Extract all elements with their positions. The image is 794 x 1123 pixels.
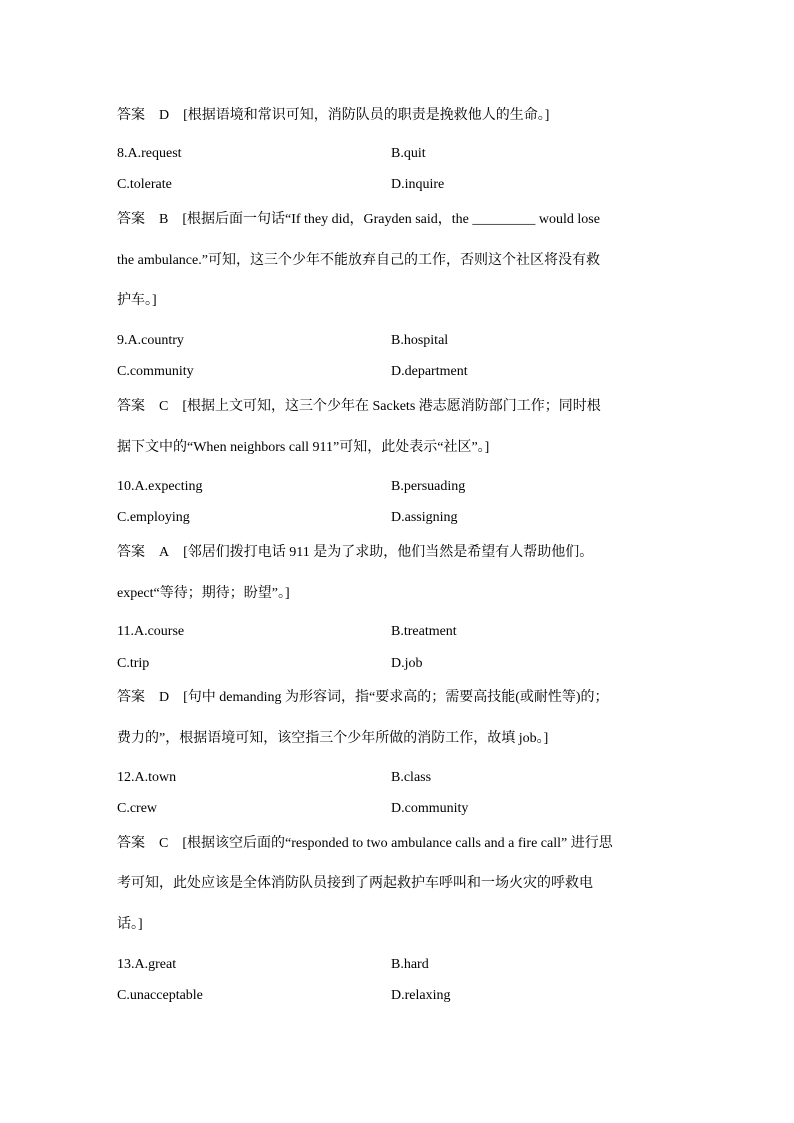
option-a: 12.A.town [117, 770, 177, 785]
option-a: 9.A.country [117, 333, 184, 348]
question-12-row-1 [117, 768, 687, 788]
question-10-row-1 [117, 477, 687, 497]
option-c: C.unacceptable [117, 988, 203, 1003]
answer-12-line-2: 考可知，此处应该是全体消防队员接到了两起救护车呼叫和一场火灾的呼救电 [117, 876, 593, 891]
question-12-row-2 [117, 799, 687, 819]
answer-letter: A [159, 545, 170, 560]
option-c: C.crew [117, 801, 158, 816]
answer-12 [117, 834, 613, 854]
answer-11-line-2: 费力的”，根据语境可知，该空指三个少年所做的消防工作，故填 job。] [117, 731, 549, 746]
option-b: B.quit [391, 146, 426, 161]
answer-letter: B [159, 212, 169, 227]
option-c: C.employing [117, 510, 190, 525]
answer-explanation: [根据后面一句话“If they did，Grayden said，the _________ would lose [182, 212, 600, 227]
option-a: 13.A.great [117, 957, 177, 972]
option-a: 10.A.expecting [117, 479, 203, 494]
option-b: B.persuading [391, 479, 466, 494]
answer-10-line-2: expect“等待；期待；盼望”。] [117, 586, 290, 601]
answer-label: 答案 [117, 690, 145, 705]
option-a: 11.A.course [117, 624, 185, 639]
answer-explanation: [根据上文可知，这三个少年在 Sackets 港志愿消防部门工作；同时根 [182, 399, 601, 414]
question-8-row-2 [117, 175, 687, 195]
answer-11 [117, 688, 609, 708]
option-c: C.community [117, 364, 194, 379]
answer-10 [117, 543, 593, 563]
option-c: C.trip [117, 656, 150, 671]
option-d: D.inquire [391, 177, 445, 192]
option-c: C.tolerate [117, 177, 172, 192]
question-10-row-2 [117, 508, 687, 528]
answer-letter: D [159, 690, 170, 705]
answer-7 [117, 106, 549, 126]
answer-letter: C [159, 836, 169, 851]
option-b: B.hard [391, 957, 429, 972]
option-d: D.relaxing [391, 988, 451, 1003]
answer-letter: C [159, 399, 169, 414]
answer-8-line-3: 护车。] [117, 293, 157, 308]
answer-explanation: [根据该空后面的“responded to two ambulance calls and a fire call” 进行思 [182, 836, 613, 851]
question-13-row-1 [117, 955, 687, 975]
question-11-row-1 [117, 622, 687, 642]
answer-label: 答案 [117, 399, 145, 414]
option-d: D.community [391, 801, 469, 816]
question-11-row-2 [117, 654, 687, 674]
answer-label: 答案 [117, 108, 145, 123]
option-b: B.class [391, 770, 432, 785]
answer-9-line-2: 据下文中的“When neighbors call 911”可知，此处表示“社区”。] [117, 440, 490, 455]
option-b: B.hospital [391, 333, 449, 348]
answer-9 [117, 397, 601, 417]
answer-explanation: [邻居们拨打电话 911 是为了求助，他们当然是希望有人帮助他们。 [183, 545, 594, 560]
option-d: D.job [391, 656, 423, 671]
answer-8 [117, 210, 600, 230]
answer-letter: D [159, 108, 170, 123]
option-d: D.assigning [391, 510, 458, 525]
answer-8-line-2: the ambulance.”可知，这三个少年不能放弃自己的工作，否则这个社区将没有救 [117, 253, 600, 268]
answer-12-line-3: 话。] [117, 917, 143, 932]
question-9-row-1 [117, 331, 687, 351]
answer-label: 答案 [117, 545, 145, 560]
option-b: B.treatment [391, 624, 457, 639]
option-d: D.department [391, 364, 468, 379]
question-9-row-2 [117, 362, 687, 382]
answer-explanation: [句中 demanding 为形容词，指“要求高的；需要高技能(或耐性等)的； [183, 690, 609, 705]
option-a: 8.A.request [117, 146, 182, 161]
answer-label: 答案 [117, 836, 145, 851]
answer-explanation: [根据语境和常识可知，消防队员的职责是挽救他人的生命。] [183, 108, 550, 123]
answer-label: 答案 [117, 212, 145, 227]
question-13-row-2 [117, 986, 687, 1006]
question-8-row-1 [117, 144, 687, 164]
